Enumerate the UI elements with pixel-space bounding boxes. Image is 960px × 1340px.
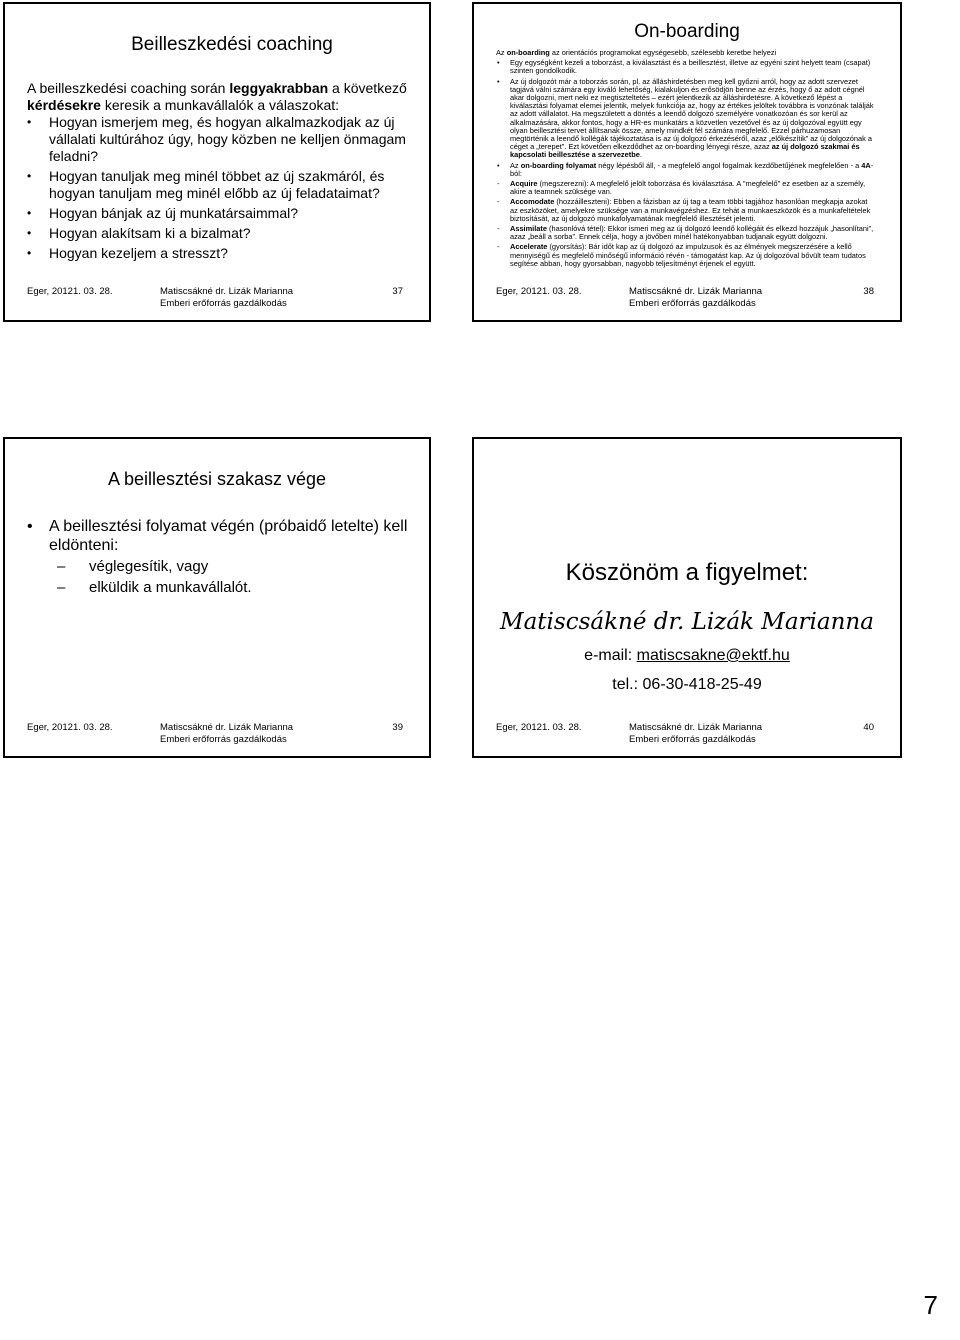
list-item: - Acquire (megszerezni): A megfelelő jelölt toborzása és kiválasztása. A "megfelelő" ez esetben az a személy, akire a teamnek szüksége van. xyxy=(496,180,874,196)
list-item: • Hogyan alakítsam ki a bizalmat? xyxy=(27,225,415,242)
footer-author: Matiscsákné dr. Lizák Marianna Emberi erőforrás gazdálkodás xyxy=(160,286,294,309)
slide-number: 40 xyxy=(863,722,874,733)
slide-footer xyxy=(5,722,429,748)
email-line: e-mail: matiscsakne@ektf.hu xyxy=(584,647,790,664)
slide-39 xyxy=(3,437,431,758)
list-item: - Accelerate (gyorsítás): Bár időt kap az új dolgozó az impulzusok és az élmények megszerzésére a kellő mennyiségű és megfelelő minőségű információ révén - támogatást kap. Az új dolgozóval bővült team tudatos segítése abban, hogy gyorsabban, nagyobb teljesítményt érjenek el együtt. xyxy=(496,243,874,268)
slide-number: 37 xyxy=(392,286,403,297)
list-item: • Az új dolgozót már a toborzás során, pl. az álláshirdetésben meg kell győzni arról, hogy az adott szervezet tagjává válni számára egy kiváló lehetőség, kialakuljon és erősödjön benne az érzés, hogy ő az adott cégnél akar dolgozni, mert neki ez megtiszteltetés – ezért jelentkezik az álláshirdetésre. A következő lépést a kiválasztási folyamat elemei jelentik, melyek funkciója az, hogy az értékes jelöltek továbbra is vonzónak találják az adott vállalatot. Ha megszületett a döntés a leendő dolgozó személyére vonatkozóan és sor kerül az alkalmazására, akkor fontos, hogy a HR-es munkatárs a közvetlen vezetővel és az új dolgozóval együtt egy olyan beillesztési tervet állítsanak össze, amely mindkét fél számára megfelelő. Ezzel párhuzamosan megtörténik a leendő kollégák tájékoztatása is az új dolgozó érkezéséről, azaz „előkészítik” az új dolgozónak a céget a „terepet”. Ezt követően elkezdődhet az on-boarding lényegi része, azaz az új dolgozó szakmai és kapcsolati beillesztése a szervezetbe. xyxy=(496,78,874,160)
footer-date: Eger, 20121. 03. 28. xyxy=(496,286,582,297)
slide-40 xyxy=(472,437,902,758)
slide-content xyxy=(27,517,409,597)
slide-title: On-boarding xyxy=(634,21,740,42)
slide-number: 38 xyxy=(863,286,874,297)
slide-content xyxy=(27,80,415,265)
intro-paragraph: Az on-boarding az orientációs programokat egységesebb, szélesebb keretbe helyezi xyxy=(496,48,777,57)
list-item: • Hogyan ismerjem meg, és hogyan alkalmazkodjak az új vállalati kultúrához úgy, hogy közben ne kelljen önmagam feladni? xyxy=(27,114,415,165)
list-item: • A beillesztési folyamat végén (próbaidő letelte) kell eldönteni: xyxy=(27,517,409,555)
sub-list-item: – elküldik a munkavállalót. xyxy=(27,578,409,597)
footer-date: Eger, 20121. 03. 28. xyxy=(27,722,113,733)
author-name: Matiscsákné dr. Lizák Marianna xyxy=(500,609,874,635)
footer-author: Matiscsákné dr. Lizák Marianna Emberi erőforrás gazdálkodás xyxy=(160,722,294,745)
slide-footer xyxy=(474,722,900,748)
intro-paragraph: A beilleszkedési coaching során leggyakrabban a következő kérdésekre keresik a munkavállalók a válaszokat: xyxy=(27,80,407,113)
slide-footer xyxy=(5,286,429,312)
slide-title: Beilleszkedési coaching xyxy=(131,34,333,55)
email-link[interactable]: matiscsakne@ektf.hu xyxy=(636,647,790,664)
phone-line: tel.: 06-30-418-25-49 xyxy=(612,676,762,693)
sub-list-item: – véglegesítik, vagy xyxy=(27,557,409,576)
list-item: • Hogyan bánjak az új munkatársaimmal? xyxy=(27,205,415,222)
footer-date: Eger, 20121. 03. 28. xyxy=(27,286,113,297)
list-item: - Accomodate (hozzáilleszteni): Ebben a fázisban az új tag a team többi tagjához hasonlóan megkapja azokat az eszközöket, amelyekre szüksége van a munkavégzéshez. Ez tehát a munkaeszközök és a munkafeltételek biztosítását, az új dolgozó munkafolyamatának megfelelő illesztését jelenti. xyxy=(496,198,874,223)
slide-37 xyxy=(3,2,431,322)
list-item: • Egy egységként kezeli a toborzást, a kiválasztást és a beillesztést, illetve az egyéni szint helyett team (csapat) szinten gondolkodik. xyxy=(496,59,874,75)
question-list xyxy=(27,114,415,262)
footer-author: Matiscsákné dr. Lizák Marianna Emberi erőforrás gazdálkodás xyxy=(629,286,763,309)
list-item: • Az on-boarding folyamat négy lépésből áll, - a megfelelő angol fogalmak kezdőbetűjének megfelelően - a 4A-ból: xyxy=(496,162,874,178)
footer-date: Eger, 20121. 03. 28. xyxy=(496,722,582,733)
slide-footer xyxy=(474,286,900,312)
page-number: 7 xyxy=(923,1290,938,1320)
list-item: - Assimilate (hasonlóvá tétel): Ekkor ismeri meg az új dolgozó leendő kollégáit és elkezd hozzájuk „hasonlítani”, azaz „beáll a sorba”. Ennek célja, hogy a jövőben minél hatékonyabban tudjanak együtt dolgozni. xyxy=(496,225,874,241)
list-item: • Hogyan tanuljak meg minél többet az új szakmáról, és hogyan tanuljam meg minél előbb az új feladataimat? xyxy=(27,168,415,202)
thanks-heading: Köszönöm a figyelmet: xyxy=(565,559,809,586)
onboarding-list xyxy=(496,59,874,268)
footer-author: Matiscsákné dr. Lizák Marianna Emberi erőforrás gazdálkodás xyxy=(629,722,763,745)
slide-content xyxy=(496,49,874,270)
slide-38 xyxy=(472,2,902,322)
slide-number: 39 xyxy=(392,722,403,733)
slide-title: A beillesztési szakasz vége xyxy=(107,469,327,489)
list-item: • Hogyan kezeljem a stresszt? xyxy=(27,245,415,262)
